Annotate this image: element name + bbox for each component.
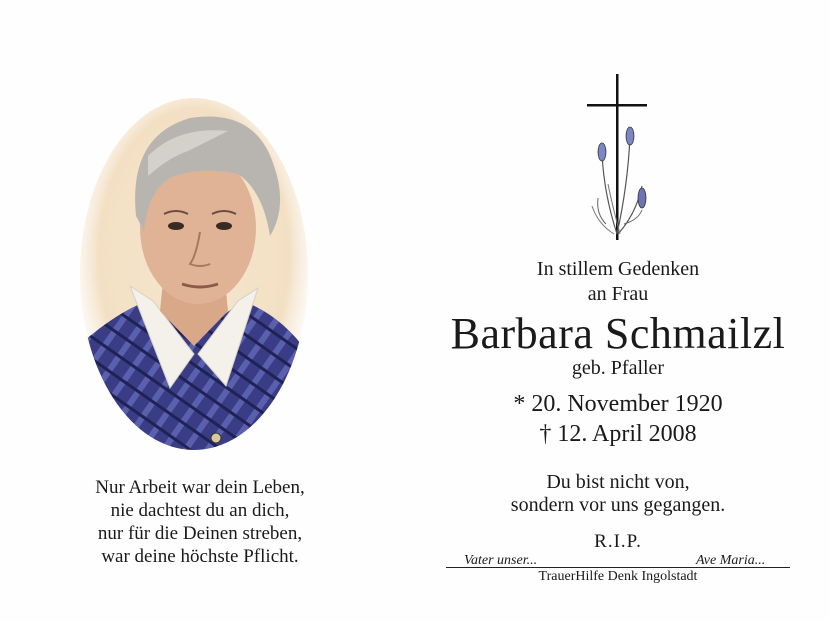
poem-line: nie dachtest du an dich, xyxy=(110,500,290,521)
maiden-name: geb. Pfaller xyxy=(571,357,665,379)
death-date: † 12. April 2008 xyxy=(539,421,697,447)
deceased-name: Barbara Schmailzl xyxy=(450,309,786,358)
funeral-home: TrauerHilfe Denk Ingolstadt xyxy=(538,569,698,584)
intro-line-2: an Frau xyxy=(587,283,649,305)
poem-line: war deine höchste Pflicht. xyxy=(101,546,299,567)
poem-line: Nur Arbeit war dein Leben, xyxy=(95,477,305,498)
cross-with-wheat-icon xyxy=(584,74,654,240)
poem-line: nur für die Deinen streben, xyxy=(97,523,303,544)
intro-line-1: In stillem Gedenken xyxy=(536,258,700,280)
portrait-photo xyxy=(78,96,310,452)
quote-line-1: Du bist nicht von, xyxy=(546,471,690,493)
divider-line xyxy=(446,567,790,568)
prayer-ave-maria: Ave Maria... xyxy=(696,553,766,568)
rip-text: R.I.P. xyxy=(594,531,642,552)
quote-line-2: sondern vor uns gegangen. xyxy=(510,494,726,516)
birth-date: * 20. November 1920 xyxy=(513,391,723,417)
prayer-vater-unser: Vater unser... xyxy=(464,553,538,568)
poem xyxy=(40,476,360,568)
